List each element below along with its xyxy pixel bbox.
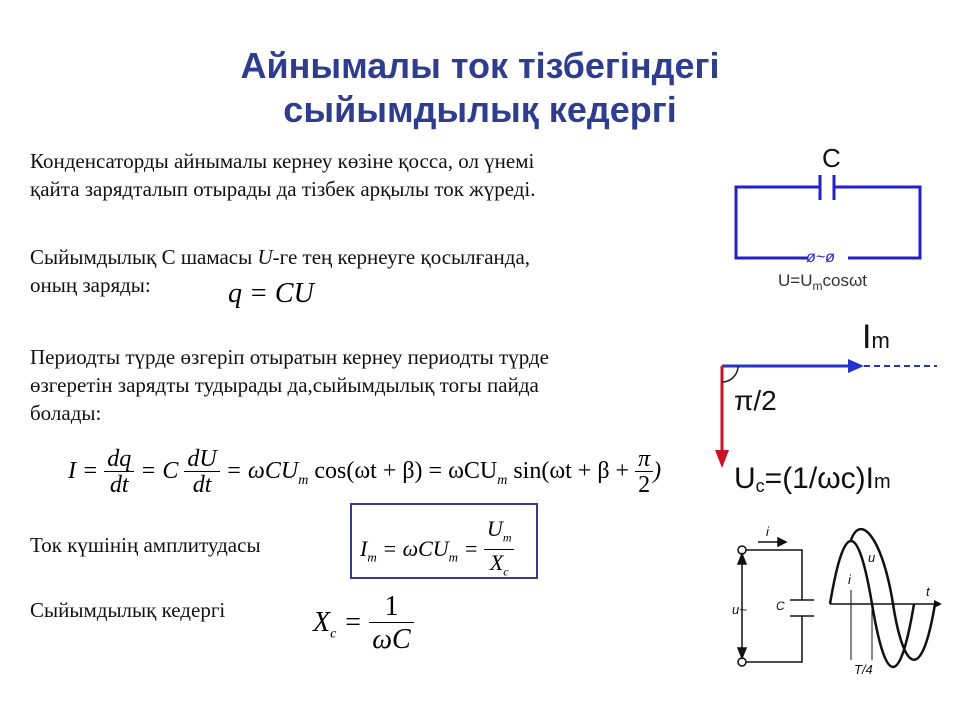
fraction-du-dt [184, 447, 219, 498]
denominator: X [489, 550, 504, 576]
ac-source-symbol: ø~ø [806, 249, 835, 266]
resistance-label: Сыйымдылық кедергі [30, 598, 226, 622]
paragraph-line: болады: [30, 401, 102, 425]
subscript: m [502, 530, 512, 545]
formula-part: ) [653, 458, 662, 485]
denominator: dt [192, 472, 212, 498]
paragraph-line: Конденсаторды айнымалы кернеу көзіне қосса, ол үнемі [30, 149, 535, 173]
capacitor-c-label: C [776, 599, 785, 613]
voltage-equation: $U=U_m\cos\omega t$ [778, 271, 867, 293]
time-label: t [926, 584, 930, 599]
current-arrowhead [848, 359, 864, 373]
formula-part: = [458, 535, 479, 561]
subscript: m [298, 472, 309, 488]
subscript: m [448, 549, 459, 565]
amplitude-formula-box [350, 503, 538, 579]
subscript: c [503, 564, 509, 579]
text-part: -ге тең кернеуге қосылғанда, [272, 245, 531, 269]
voltage-curve-label: u [868, 550, 876, 565]
paragraph-line: қайта зарядталып отырады да тізбек арқылы ток жүреді. [30, 177, 536, 201]
paragraph-capacitor-intro [30, 147, 536, 203]
fraction-um-xc [484, 517, 515, 585]
fraction-1-omega-c [369, 592, 413, 657]
voltage-waveform [851, 529, 935, 660]
title-line-1: Айнымалы ток тізбегіндегі [240, 45, 720, 86]
paragraph-line: оның заряды: [30, 273, 151, 297]
voltage-source-label: u~ [732, 602, 747, 617]
voltage-arrowhead [715, 450, 729, 468]
formula-part: cos(ωt + β) = ωCU [308, 458, 498, 485]
title-line-2: сыйымдылық кедергі [283, 89, 677, 130]
denominator: 2 [638, 472, 651, 498]
circuit-wires [736, 175, 920, 258]
numerator: dU [184, 447, 219, 472]
capacitor-circuit-diagram [726, 140, 926, 293]
numerator: dq [104, 447, 134, 472]
fraction-pi-2 [635, 447, 653, 498]
formula-part: = ωCU [225, 458, 299, 485]
current-amplitude-label: Im [862, 318, 890, 356]
capacitor-label: C [822, 143, 841, 173]
subscript: c [330, 626, 337, 642]
subscript: m [367, 549, 377, 565]
fraction-dq-dt [104, 447, 134, 498]
numerator: U [486, 516, 503, 541]
amplitude-label: Ток күшінің амплитудасы [30, 533, 261, 557]
voltage-amplitude-label: Uc=(1/ωc)Im [734, 462, 891, 496]
numerator: 1 [369, 592, 413, 623]
current-i-label: i [766, 524, 769, 539]
formula-part: = ωCU [376, 535, 449, 561]
paragraph-line: өзгеретін зарядты тудырады да,сыйымдылық тогы пайда [30, 373, 539, 397]
formula-part: = [336, 606, 363, 638]
subscript: m [497, 472, 508, 488]
phase-angle-arc [722, 366, 738, 382]
capacitive-reactance-formula [313, 592, 414, 657]
slide-title [0, 44, 960, 132]
formula-part: sin(ωt + β + [507, 458, 630, 485]
denominator: dt [109, 472, 129, 498]
paragraph-line: Периодты түрде өзгеріп отыратын кернеу периодты түрде [30, 345, 549, 369]
amplitude-formula [360, 517, 514, 585]
formula-part: I = [68, 458, 99, 485]
current-curve-label: i [848, 572, 851, 587]
paragraph-line [30, 243, 530, 271]
formula-part: I [360, 535, 368, 561]
formula-part: = C [140, 458, 179, 485]
paragraph-periodic [30, 343, 549, 427]
phase-shift-label: π/2 [734, 385, 777, 416]
text-part: Сыйымдылық С шамасы [30, 245, 258, 269]
waveform-diagram [730, 520, 945, 685]
formula-part: X [313, 606, 331, 638]
current-formula [68, 447, 661, 498]
phasor-diagram [712, 312, 942, 497]
charge-formula: q = CU [228, 278, 314, 309]
quarter-period-label: T/4 [854, 662, 873, 677]
numerator: π [635, 447, 653, 472]
denominator: ωC [372, 624, 411, 655]
voltage-symbol: U [257, 245, 273, 269]
